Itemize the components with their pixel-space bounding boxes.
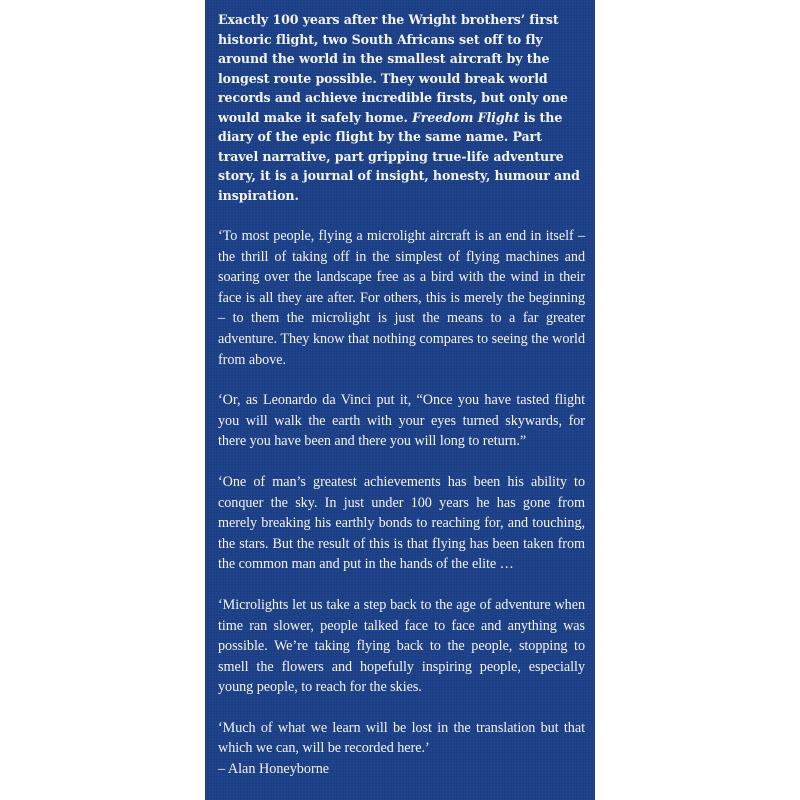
quote-paragraph-4: ‘Microlights let us take a step back to the age of adventure when time ran slower, people talked face to face and anything was possible. We’re taking flying back to the people, stopping to smell the flowers and hopefully inspiring people, especially young people, to reach for the skies. <box>218 596 585 696</box>
quote-paragraph-5: ‘Much of what we learn will be lost in the translation but that which we can, will be recorded here.’ <box>218 719 585 757</box>
quote-attribution: – Alan Honeyborne <box>218 761 330 778</box>
blurb-text-part1: Exactly 100 years after the Wright brothers’ first historic flight, two South Africans set off to fly around the world in the smallest aircraft by the longest route possible. They would break world records and achieve incredible firsts, but only one would make it safely home. <box>218 12 568 125</box>
quote-paragraph-1: ‘To most people, flying a microlight aircraft is an end in itself – the thrill of taking off in the simplest of flying machines and soaring over the landscape free as a bird with the wind in their face is all they are after. For others, this is merely the beginning – to them the microlight is just the means to a far greater adventure. They know that nothing compares to seeing the world from above. <box>218 228 585 368</box>
blurb-paragraph <box>218 10 585 205</box>
back-cover-panel <box>205 0 595 800</box>
quote-paragraph-3: ‘One of man’s greatest achievements has been his ability to conquer the sky. In just under 100 years he has gone from merely breaking his earthly bonds to reaching for, and touching, the stars. But the result of this is that flying has been taken from the common man and put in the hands of the elite … <box>218 473 585 573</box>
quote-paragraph-2: ‘Or, as Leonardo da Vinci put it, “Once you have tasted flight you will walk the earth with your eyes turned skywards, for there you have been and there you will long to return.” <box>218 392 585 450</box>
blurb-text-part2: is the diary of the epic flight by the same name. Part travel narrative, part gripping true-life adventure story, it is a journal of insight, honesty, humour and inspiration. <box>218 109 580 203</box>
book-title: Freedom Flight <box>412 109 520 125</box>
